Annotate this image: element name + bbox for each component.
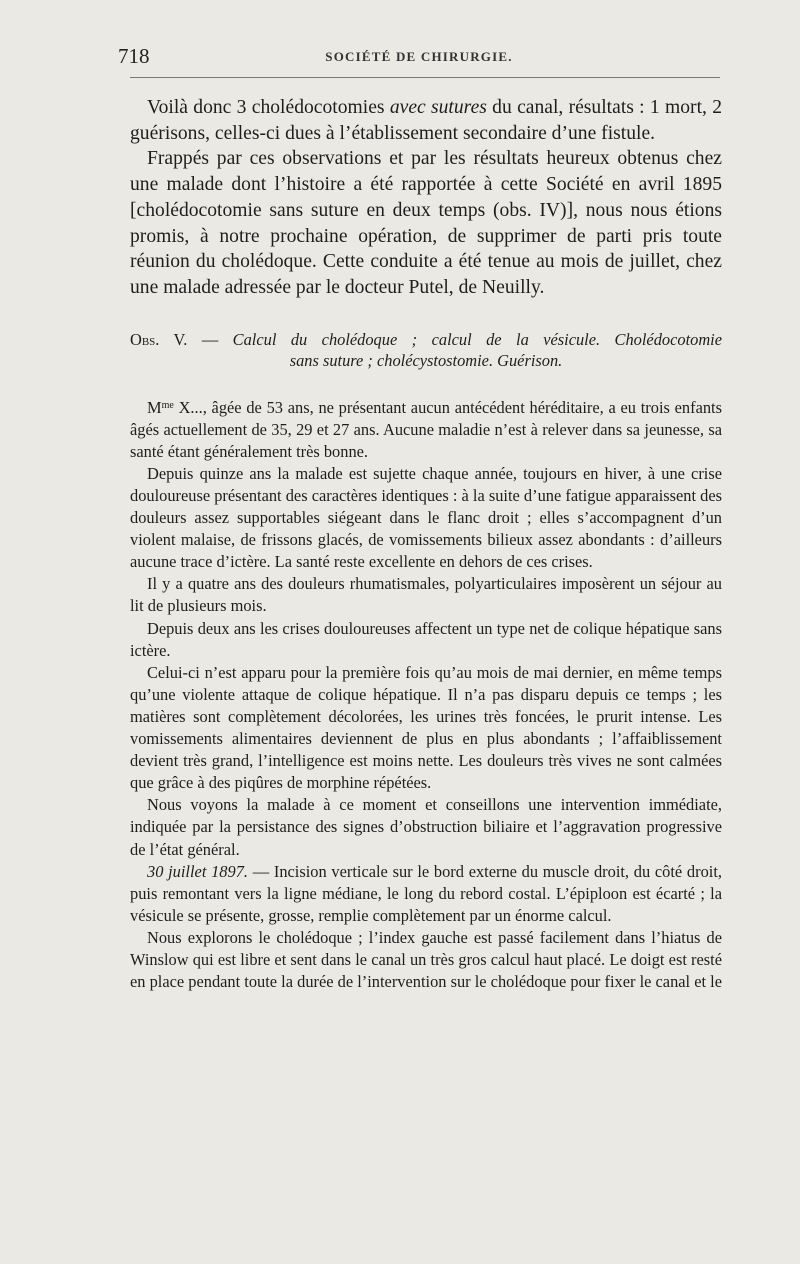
- header-rule: [130, 77, 720, 78]
- running-title: SOCIÉTÉ DE CHIRURGIE.: [325, 49, 513, 64]
- observation-heading-line: [130, 329, 722, 350]
- observation-label: Obs. V. —: [130, 329, 233, 349]
- running-head: [118, 42, 720, 72]
- operation-date: 30 juillet 1897.: [147, 861, 248, 881]
- observation-body: [130, 397, 722, 994]
- body-paragraph: Depuis quinze ans la malade est sujette chaque année, toujours en hiver, à une crise douloureuse présentant des caractères identiques : à la suite d’une fatigue apparaissent des douleurs assez supportables siégeant dans le flanc droit ; elles s’accompagnent d’un violent malaise, de frissons glacés, de vomissements bilieux assez abondants : d’ailleurs aucune trace d’ictère. La santé reste excellente en dehors de ces crises.: [130, 463, 722, 572]
- body-paragraph: Il y a quatre ans des douleurs rhumatismales, polyarticulaires imposèrent un séjour au lit de plusieurs mois.: [130, 574, 722, 616]
- body-paragraph: Depuis deux ans les crises douloureuses affectent un type net de colique hépatique sans ictère.: [130, 618, 722, 660]
- lead-text: Voilà donc 3 cholédocotomies: [147, 97, 390, 118]
- lead-paragraph: Frappés par ces observations et par les résultats heureux obtenus chez une malade dont l’histoire a été rapportée à cette Société en avril 1895 [cholédocotomie sans suture en deux temps (obs. IV)], nous nous étions promis, à notre prochaine opération, de supprimer de parti pris toute réunion du cholédoque. Cette conduite a été tenue au mois de juillet, chez une malade adressée par le docteur Putel, de Neuilly.: [130, 148, 722, 298]
- lead-section: [130, 95, 722, 301]
- body-paragraph: [130, 861, 722, 927]
- body-paragraph: Nous explorons le cholédoque ; l’index gauche est passé facilement dans l’hiatus de Winslow qui est libre et sent dans le canal un très gros calcul haut placé. Le doigt est resté en place pendant toute la durée de l’intervention sur le cholédoque pour fixer le canal et le: [130, 927, 722, 992]
- body-paragraph: Celui-ci n’est apparu pour la première fois qu’au mois de mai dernier, en même temps qu’une violente attaque de colique hépatique. Il n’a pas disparu depuis ce temps ; les matières sont complètement décolorées, les urines très foncées, le prurit intense. Les vomissements alimentaires deviennent de plus en plus abondants ; l’affaiblissement devient très grand, l’intelligence est moins nette. Les douleurs très vives ne sont calmées que grâce à des piqûres de morphine répétées.: [130, 662, 722, 793]
- lead-text: du canal, résultats : 1 mort, 2 guérisons, celles-ci dues à l’établissement secondaire d’une fistule.: [130, 97, 722, 144]
- page-number: 718: [118, 44, 150, 68]
- body-paragraph: Nous voyons la malade à ce moment et conseillons une intervention immédiate, indiquée par la persistance des signes d’obstruction biliaire et l’aggravation progressive de l’état général.: [130, 795, 722, 859]
- honorific-superscript: me: [161, 399, 174, 411]
- honorific: M: [147, 397, 162, 417]
- body-text: X..., âgée de 53 ans, ne présentant aucun antécédent héréditaire, a eu trois enfants âgés actuellement de 35, 29 et 27 ans. Aucune maladie n’est à relever dans sa jeunesse, sa santé étant généralement très bonne.: [130, 397, 722, 461]
- text-block: [130, 95, 722, 993]
- body-text: — Incision verticale sur le bord externe du muscle droit, du côté droit, puis remontant vers la ligne médiane, le long du rebord costal. L’épiploon est écarté ; la vésicule se présente, grosse, remplie complètement par un énorme calcul.: [130, 861, 722, 925]
- observation-heading: [130, 329, 722, 371]
- lead-paragraph: [130, 95, 722, 146]
- observation-title: Calcul du cholédoque ; calcul de la vésicule. Cholédocotomie: [232, 329, 722, 349]
- body-paragraph: [130, 397, 722, 463]
- lead-emphasis: avec sutures: [389, 97, 487, 118]
- observation-subtitle: sans suture ; cholécystostomie. Guérison.: [289, 350, 563, 370]
